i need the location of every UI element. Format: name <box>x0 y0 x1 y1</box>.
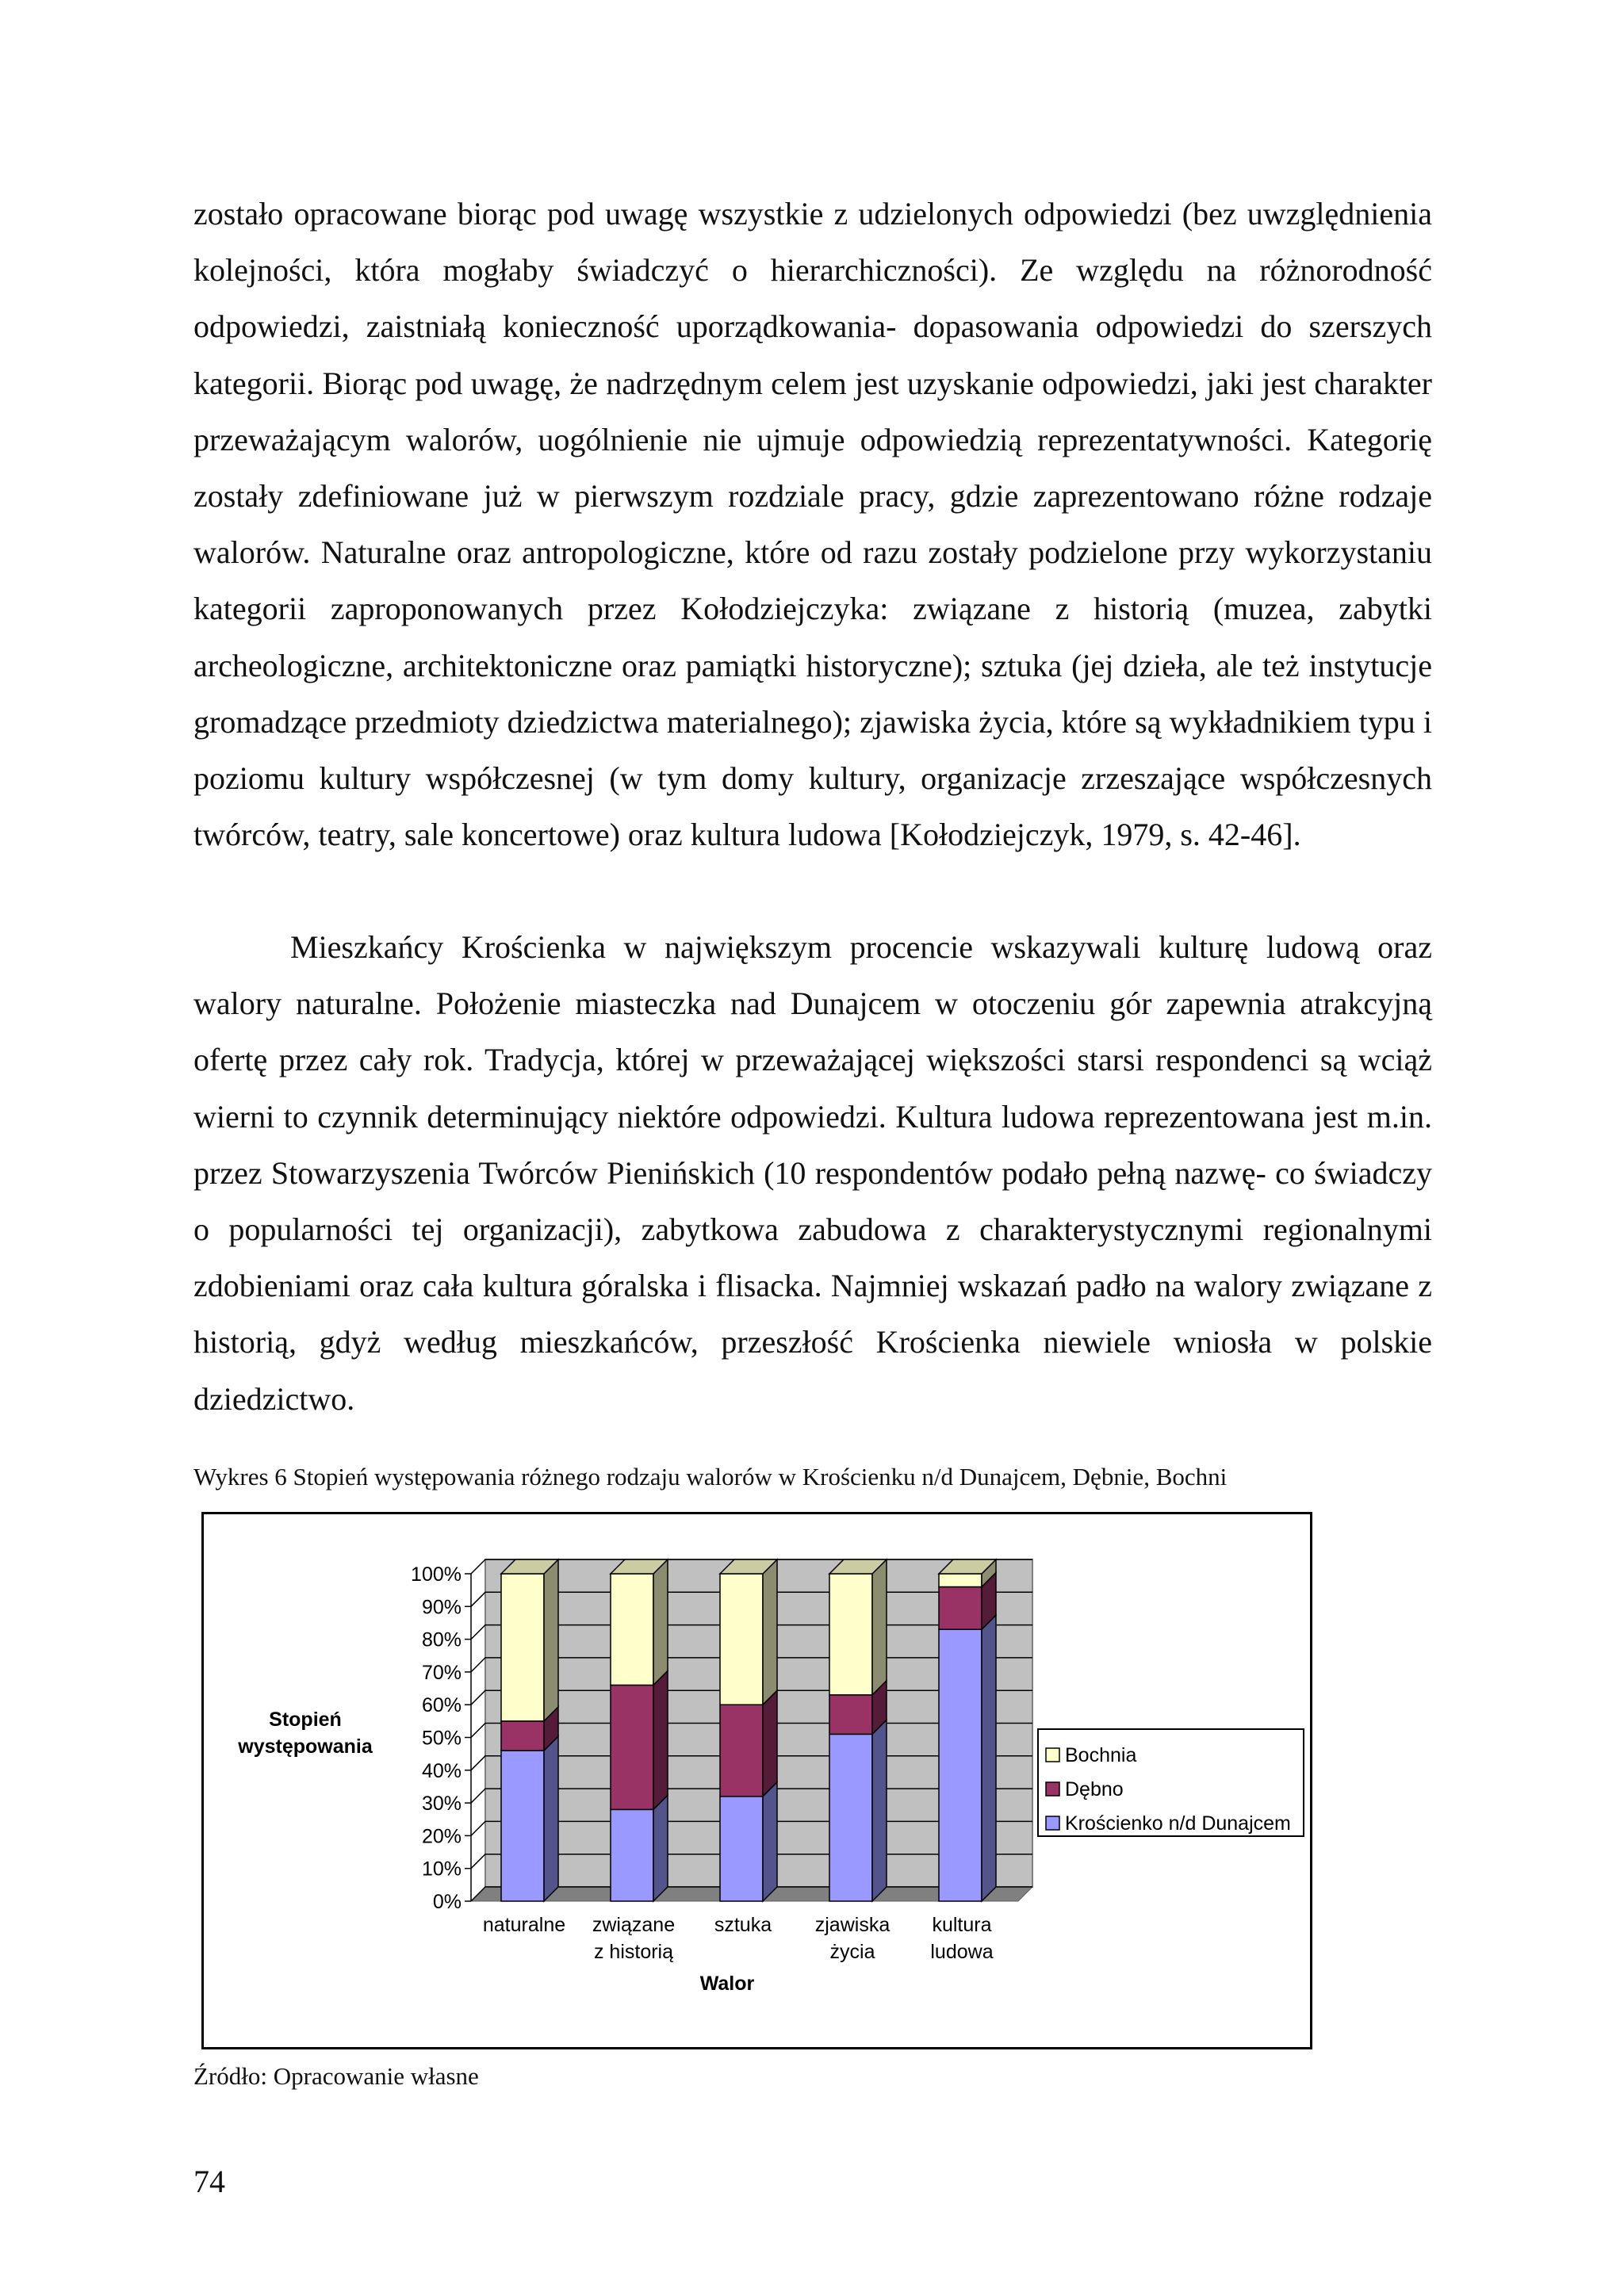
bar-segment-4-2 <box>939 1574 982 1587</box>
bar-segment-1-1 <box>611 1685 653 1809</box>
y-tick-label: 90% <box>421 1596 462 1619</box>
bar-segment-2-1 <box>720 1705 763 1797</box>
x-tick-label: sztuka <box>714 1914 772 1936</box>
bar-segment-3-1 <box>829 1695 872 1735</box>
paragraph-text: zostało opracowane biorąc pod uwagę wszystkie z udzielonych odpowiedzi (bez uwzględnienia kolejności, która mogłaby świadczyć o hierarchiczności). Ze względu na różnorodność odpowiedzi, zaistniałą konieczność uporządkowania- dopasowania odpowiedzi do szerszych kategorii. Biorąc pod uwagę, że nadrzędnym celem jest uzyskanie odpowiedzi, jaki jest charakter przeważającym walorów, uogólnienie nie ujmuje odpowiedzią reprezentatywności. Kategorię zostały zdefiniowane już w pierwszym rozdziale pracy, gdzie zaprezentowano różne rodzaje walorów. Naturalne oraz antropologiczne, które od razu zostały podzielone przy wykorzystaniu kategorii zaproponowanych przez Kołodziejczyka: związane z historią (muzea, zabytki archeologiczne, architektoniczne oraz pamiątki historyczne); sztuka (jej dzieła, ale też instytucje gromadzące przedmioty dziedzictwa materialnego); zjawiska życia, które są wykładnikiem typu i poziomu kultury współczesnej (w tym domy kultury, organizacje zrzeszające współczesnych twórców, teatry, sale koncertowe) oraz kultura ludowa [Kołodziejczyk, 1979, s. 42-46]. <box>193 196 1432 853</box>
bar-side-1-1 <box>653 1670 668 1809</box>
bar-segment-3-2 <box>829 1574 872 1695</box>
x-tick-label: naturalne <box>482 1914 566 1936</box>
bar-segment-0-1 <box>501 1721 544 1751</box>
y-tick-label: 100% <box>411 1563 462 1586</box>
bar-segment-4-0 <box>939 1629 982 1901</box>
y-tick-label: 30% <box>421 1793 462 1816</box>
body-paragraph-1 <box>193 186 1432 863</box>
x-tick-label: życia <box>829 1941 875 1963</box>
bar-side-0-2 <box>544 1559 558 1721</box>
y-tick-label: 50% <box>421 1727 462 1750</box>
y-tick-label: 60% <box>421 1694 462 1717</box>
x-tick-label: zjawiska <box>814 1914 891 1936</box>
x-tick-label: ludowa <box>930 1941 994 1963</box>
x-tick-label: kultura <box>932 1914 992 1936</box>
x-tick-label: z historią <box>593 1941 674 1963</box>
bar-side-1-2 <box>653 1559 668 1685</box>
body-paragraph-2 <box>193 919 1432 1427</box>
bar-segment-1-0 <box>611 1809 653 1901</box>
bar-segment-0-2 <box>501 1574 544 1721</box>
y-tick-label: 0% <box>432 1891 462 1913</box>
bar-side-2-1 <box>763 1690 777 1797</box>
bar-side-0-0 <box>544 1736 558 1901</box>
x-tick-label: związane <box>592 1914 676 1936</box>
page-number: 74 <box>193 2164 225 2199</box>
bar-side-2-2 <box>763 1559 777 1705</box>
bar-segment-1-2 <box>611 1574 653 1685</box>
legend-label: Dębno <box>1065 1778 1124 1800</box>
bar-segment-2-0 <box>720 1797 763 1901</box>
y-axis-title: Stopień <box>269 1709 342 1731</box>
bar-side-3-0 <box>872 1720 887 1901</box>
legend-swatch <box>1046 1782 1059 1796</box>
bar-side-3-2 <box>872 1559 887 1695</box>
y-tick-label: 40% <box>421 1759 462 1782</box>
paragraph-text: Mieszkańcy Krościenka w największym procencie wskazywali kulturę ludową oraz walory naturalne. Położenie miasteczka nad Dunajcem w otoczeniu gór zapewnia atrakcyjną ofertę przez cały rok. Tradycja, której w przeważającej większości starsi respondenci są wciąż wierni to czynnik determinujący niektóre odpowiedzi. Kultura ludowa reprezentowana jest m.in. przez Stowarzyszenia Twórców Pienińskich (10 respondentów podało pełną nazwę- co świadczy o popularności tej organizacji), zabytkowa zabudowa z charakterystycznymi regionalnymi zdobieniami oraz cała kultura góralska i flisacka. Najmniej wskazań padło na walory związane z historią, gdyż według mieszkańców, przeszłość Krościenka niewiele wniosła w polskie dziedzictwo. <box>193 929 1432 1417</box>
bar-side-2-0 <box>763 1782 777 1901</box>
legend-label: Bochnia <box>1065 1744 1137 1766</box>
bar-segment-3-0 <box>829 1734 872 1901</box>
bar-side-1-0 <box>653 1795 668 1901</box>
bar-segment-4-1 <box>939 1587 982 1630</box>
chart-frame <box>201 1512 1312 2049</box>
figure-source: Źródło: Opracowanie własne <box>193 2062 479 2090</box>
y-tick-label: 10% <box>421 1858 462 1881</box>
y-axis-title: występowania <box>238 1735 373 1758</box>
bar-side-4-0 <box>982 1615 996 1901</box>
y-tick-label: 70% <box>421 1661 462 1684</box>
x-axis-title: Walor <box>699 1973 755 1995</box>
y-tick-label: 80% <box>421 1628 462 1651</box>
y-tick-label: 20% <box>421 1825 462 1848</box>
figure-caption: Wykres 6 Stopień występowania różnego rodzaju walorów w Krościenku n/d Dunajcem, Dębnie, Bochni <box>193 1463 1228 1490</box>
bar-segment-2-2 <box>720 1574 763 1705</box>
stacked-bar-chart <box>204 1514 1310 2047</box>
legend-label: Krościenko n/d Dunajcem <box>1065 1812 1291 1835</box>
legend-swatch <box>1046 1816 1059 1830</box>
bar-segment-0-0 <box>501 1751 544 1901</box>
legend-swatch <box>1046 1748 1059 1762</box>
